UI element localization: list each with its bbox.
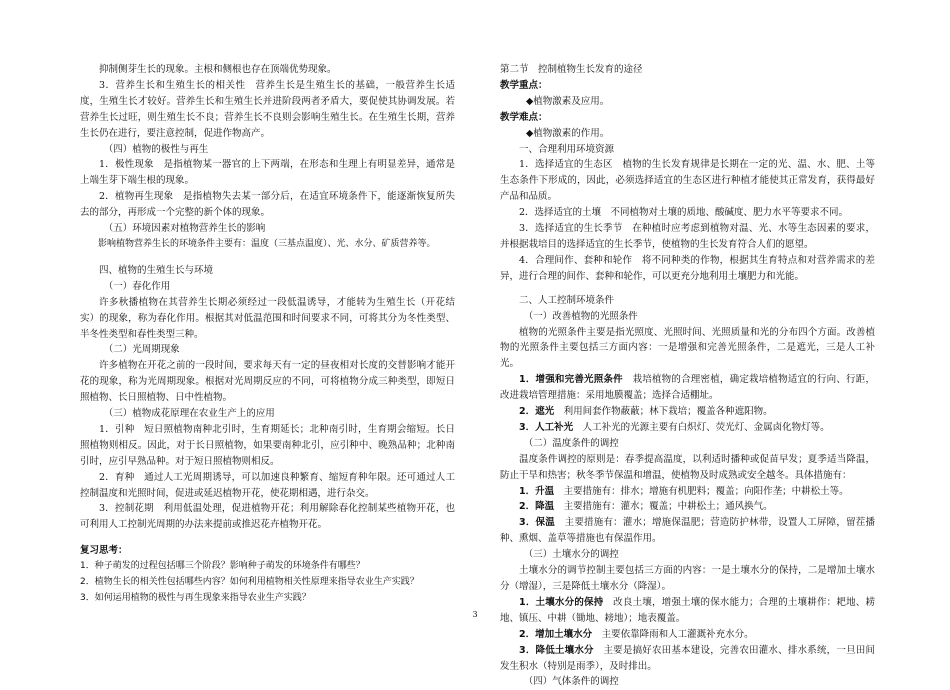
paragraph-text: 2．植物生长的相关性包括哪些内容？如何利用植物相关性原理来指导农业生产实践？: [80, 577, 419, 588]
paragraph-text: 教学难点：: [500, 111, 548, 123]
paragraph-text: 2．育种 通过人工光周期诱导，可以加速良种繁育、缩短育种年限。还可通过人工控制温度和光照时间，促进或延迟植物开花，使花期相遇，进行杂交。: [80, 471, 455, 499]
paragraph-text: （二）光周期现象: [103, 344, 180, 356]
right-paragraph: [500, 157, 875, 205]
left-paragraph: [80, 189, 455, 221]
left-paragraph: [80, 157, 455, 189]
paragraph-text: 3．控制花期 利用低温处理，促进植物开花；利用解除春化控制某些植物开花，也可利用人工控制光周期的办法来提前或推迟花卉植物开花。: [80, 503, 455, 531]
paragraph-text: 人工补光的光源主要有白炽灯、荧光灯、金属卤化物灯等。: [573, 421, 830, 433]
paragraph-text: 主要措施有：灌水；增施保温肥；营造防护林带，设置人工屏障，留茬播种、熏烟、盖草等措施也有保温作用。: [500, 517, 875, 545]
paragraph-text: ◆植物激素的作用。: [526, 127, 610, 139]
bold-lead: 1．升温: [519, 485, 555, 497]
right-paragraph: [500, 78, 875, 94]
bold-lead: 3．保温: [519, 517, 555, 529]
left-paragraph: [80, 279, 455, 295]
paragraph-text: 教学重点：: [500, 79, 548, 91]
paragraph-text: 主要措施有：排水；增施有机肥料；覆盖；向阳作垄；中耕松土等。: [554, 485, 849, 497]
right-paragraph: [500, 420, 875, 436]
right-paragraph: [500, 452, 875, 484]
paragraph-text: 影响植物营养生长的环境条件主要有：温度（三基点温度）、光、水分、矿质营养等。: [98, 238, 436, 249]
paragraph-text: 四、植物的生殖生长与环境: [99, 264, 214, 276]
left-column: [80, 62, 455, 607]
bold-lead: 1．土壤水分的保持: [519, 596, 604, 608]
bold-lead: 3．人工补光: [519, 421, 574, 433]
right-paragraph: [500, 563, 875, 595]
paragraph-text: （三）土壤水分的调控: [523, 549, 619, 561]
left-paragraph: [80, 422, 455, 470]
paragraph-text: ◆植物激素及应用。: [526, 95, 610, 107]
bold-lead: 2．增加土壤水分: [519, 628, 593, 640]
paragraph-text: 改良土壤，增强土壤的保水能力；合理的土壤耕作：耙地、耢地、镇压、中耕（锄地、耪地）；地表覆盖。: [500, 596, 875, 624]
bold-lead: 3．降低土壤水分: [519, 644, 594, 656]
left-paragraph: [80, 342, 455, 358]
right-paragraph: [500, 62, 875, 78]
paragraph-text: 栽培植物的合理密植，确定栽培植物适宜的行向、行距，改进栽培管理措施：采用地膜覆盖；选择合适棚址。: [500, 374, 875, 402]
paragraph-text: （一）春化作用: [103, 280, 171, 292]
bold-lead: 1．增强和完善光照条件: [519, 374, 623, 386]
paragraph-text: 主要依靠降雨和人工灌溉补充水分。: [592, 628, 754, 640]
right-paragraph: [500, 110, 875, 126]
paragraph-text: 4．合理间作、套种和轮作 将不同种类的作物，根据其生育特点和对营养需求的差异，进行合理的间作、套种和轮作，可以更充分地利用土壤肥力和光能。: [500, 254, 875, 282]
right-paragraph: [500, 404, 875, 420]
left-paragraph: [80, 221, 455, 237]
left-paragraph: [80, 559, 455, 575]
left-paragraph: [80, 295, 455, 343]
paragraph-text: 二、人工控制环境条件: [519, 294, 615, 306]
paragraph-text: （一）改善植物的光照条件: [523, 310, 638, 322]
left-paragraph: [80, 406, 455, 422]
left-paragraph: [80, 237, 455, 253]
paragraph-text: （二）温度条件的调控: [523, 437, 619, 449]
paragraph-text: 1．引种 短日照植物南种北引时，生育期延长；北种南引时，生育期会缩短。长日照植物则相反。因此，对于长日照植物，如果要南种北引，应引种中、晚熟品种；北种南引时，应引早熟品种。对于短日照植物则相反。: [80, 423, 455, 467]
right-paragraph: [500, 499, 875, 515]
paragraph-text: 3．选择适宜的生长季节 在种植时应考虑到植物对温、光、水等生态因素的要求，并根据栽培目的选择适宜的生长季节，使植物的生长发育符合人们的愿望。: [500, 223, 875, 250]
page-number: 3: [472, 610, 478, 619]
right-paragraph: [500, 436, 875, 452]
paragraph-text: 主要是搞好农田基本建设，完善农田灌水、排水系统，一旦田间发生积水（特别是雨季），及时排出。: [500, 644, 875, 672]
paragraph-text: 许多秋播植物在其营养生长期必须经过一段低温诱导，才能转为生殖生长（开花结实）的现象，称为春化作用。根据其对低温范围和时间要求不同，可将其分为冬性类型、半冬性类型和春性类型三种。: [80, 296, 455, 340]
right-paragraph: [500, 205, 875, 221]
right-paragraph: [500, 94, 875, 110]
paragraph-text: 土壤水分的调节控制主要包括三方面的内容：一是土壤水分的保持，二是增加土壤水分（增湿），三是降低土壤水分（降湿）。: [500, 565, 875, 592]
right-paragraph: [500, 293, 875, 309]
paragraph-text: 许多植物在开花之前的一段时间，要求每天有一定的昼夜相对长度的交替影响才能开花的现象，称为光周期现象。根据对光周期反应的不同，可将植物分成三种类型，即短日照植物、长日照植物、日中性植物。: [80, 360, 455, 404]
right-paragraph: [500, 253, 875, 285]
right-paragraph: [500, 547, 875, 563]
right-paragraph: [500, 674, 875, 690]
paragraph-text: 3．如何运用植物的极性与再生现象来指导农业生产实践？: [80, 593, 311, 603]
paragraph-text: （四）气体条件的调控: [523, 676, 619, 688]
paragraph-text: 2．植物再生现象 是指植物失去某一部分后，在适宜环境条件下，能逐渐恢复所失去的部分，再形成一个完整的新个体的现象。: [80, 191, 455, 219]
right-paragraph: [500, 221, 875, 253]
left-paragraph: [80, 591, 455, 607]
paragraph-text: 第二节 控制植物生长发育的途径: [500, 64, 643, 75]
paragraph-text: （五）环境因素对植物营养生长的影响: [103, 223, 266, 235]
paragraph-text: 利用间套作物蔽蔽；林下栽培；覆盖各种遮阳物。: [554, 406, 773, 418]
left-paragraph: [80, 501, 455, 533]
right-paragraph: [500, 484, 875, 500]
left-paragraph: [80, 575, 455, 591]
paragraph-text: 2．选择适宜的土壤 不同植物对土壤的质地、酸碱度、肥力水平等要求不同。: [519, 207, 849, 219]
right-paragraph: [500, 325, 875, 373]
paragraph-text: 温度条件调控的原则是：春季提高温度，以利适时播种或促苗早发；夏季适当降温，防止干旱和热害；秋冬季节保温和增温，使植物及时成熟或安全越冬。具体措施有：: [500, 453, 875, 481]
right-paragraph: [500, 515, 875, 547]
paragraph-text: 一、合理利用环境资源: [519, 143, 615, 155]
left-paragraph: [80, 142, 455, 158]
right-paragraph: [500, 643, 875, 675]
right-paragraph: [500, 142, 875, 158]
right-column: [500, 62, 875, 690]
right-paragraph: [500, 309, 875, 325]
paragraph-text: 复习思考：: [80, 545, 128, 557]
paragraph-text: 抑制侧芽生长的现象。主根和侧根也存在顶端优势现象。: [99, 64, 337, 75]
right-paragraph: [500, 126, 875, 142]
spacer: [80, 253, 455, 263]
left-paragraph: [80, 62, 455, 78]
paragraph-text: 3．营养生长和生殖生长的相关性 营养生长是生殖生长的基础，一般营养生长适度，生殖生长才较好。营养生长和生殖生长并进阶段两者矛盾大，要促使其协调发展。若营养生长过旺，则生殖生长不良；营养生长不良则会影响生殖生长。在生殖生长期，营养生长仍在进行，要注意控制，促进作物高产。: [80, 79, 455, 139]
bold-lead: 2．遮光: [519, 406, 555, 418]
paragraph-text: 1．极性现象 是指植物某一器官的上下两端，在形态和生理上有明显差异，通常是上端生芽下端生根的现象。: [80, 159, 455, 187]
left-paragraph: [80, 470, 455, 502]
bold-lead: 2．降温: [519, 501, 555, 513]
paragraph-text: 1．选择适宜的生态区 植物的生长发育规律是长期在一定的光、温、水、肥、土等生态条件下形成的，因此，必须选择适宜的生态区进行种植才能使其正常发育，获得最好产品和品质。: [500, 159, 875, 203]
right-paragraph: [500, 627, 875, 643]
spacer: [500, 285, 875, 293]
left-paragraph: [80, 78, 455, 142]
paragraph-text: （三）植物成花原理在农业生产上的应用: [103, 408, 275, 420]
left-paragraph: [80, 543, 455, 559]
left-paragraph: [80, 263, 455, 279]
spacer: [80, 533, 455, 543]
paragraph-text: （四）植物的极性与再生: [103, 143, 209, 155]
left-paragraph: [80, 358, 455, 406]
paragraph-text: 1．种子萌发的过程包括哪三个阶段？影响种子萌发的环境条件有哪些？: [80, 561, 365, 572]
paragraph-text: 主要措施有：灌水；覆盖；中耕松土；通风换气。: [554, 501, 773, 513]
right-paragraph: [500, 372, 875, 404]
paragraph-text: 植物的光照条件主要是指光照度、光照时间、光照质量和光的分布四个方面。改善植物的光照条件主要包括三方面内容：一是增强和完善光照条件，二是遮光，三是人工补光。: [500, 326, 875, 370]
